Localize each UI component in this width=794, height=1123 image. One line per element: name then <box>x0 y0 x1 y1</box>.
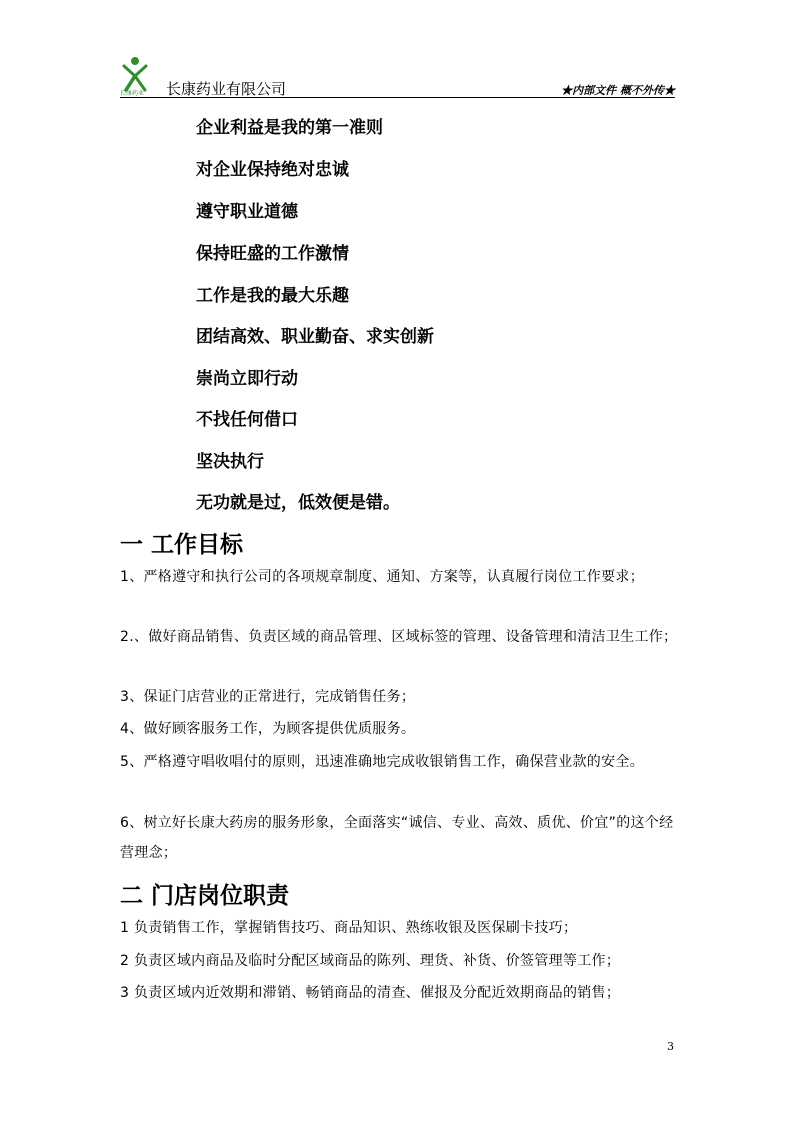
duty-item: 3 负责区域内近效期和滞销、畅销商品的清查、催报及分配近效期商品的销售； <box>120 985 621 1001</box>
motto-line: 不找任何借口 <box>196 410 298 430</box>
motto-line: 保持旺盛的工作激情 <box>196 244 349 264</box>
motto-line: 遵守职业道德 <box>196 202 298 222</box>
motto-line: 坚决执行 <box>196 452 264 472</box>
goal-item: 1、严格遵守和执行公司的各项规章制度、通知、方案等，认真履行岗位工作要求； <box>120 569 645 585</box>
goal-item: 4、做好顾客服务工作，为顾客提供优质服务。 <box>120 721 416 737</box>
goal-item: 5、严格遵守唱收唱付的原则，迅速准确地完成收银销售工作，确保营业款的安全。 <box>120 754 645 770</box>
logo-caption: 长康药业 <box>120 90 145 97</box>
section-title-store-duties: 二 门店岗位职责 <box>120 883 290 909</box>
header-divider <box>120 97 675 98</box>
motto-line: 工作是我的最大乐趣 <box>196 286 349 306</box>
motto-line: 对企业保持绝对忠诚 <box>196 160 349 180</box>
duty-item: 2 负责区域内商品及临时分配区域商品的陈列、理货、补货、价签管理等工作； <box>120 953 621 969</box>
goal-item: 2.、做好商品销售、负责区域的商品管理、区域标签的管理、设备管理和清洁卫生工作； <box>120 629 678 645</box>
motto-line: 无功就是过，低效便是错。 <box>196 493 400 513</box>
duty-item: 1 负责销售工作，掌握销售技巧、商品知识、熟练收银及医保刷卡技巧； <box>120 920 578 936</box>
page-header <box>120 50 675 98</box>
motto-line: 企业利益是我的第一准则 <box>196 118 383 138</box>
motto-line: 团结高效、职业勤奋、求实创新 <box>196 327 434 347</box>
goal-item: 6、树立好长康大药房的服务形象，全面落实“诚信、专业、高效、质优、价宜”的这个经营理念； <box>120 815 674 861</box>
section-title-work-goals: 一 工作目标 <box>120 532 244 558</box>
motto-line: 崇尚立即行动 <box>196 369 298 389</box>
company-name: 长康药业有限公司 <box>166 80 287 98</box>
page-number: 3 <box>667 1040 674 1053</box>
confidential-notice: ★内部文件 概不外传★ <box>561 84 675 97</box>
goal-item: 3、保证门店营业的正常进行，完成销售任务； <box>120 689 416 705</box>
